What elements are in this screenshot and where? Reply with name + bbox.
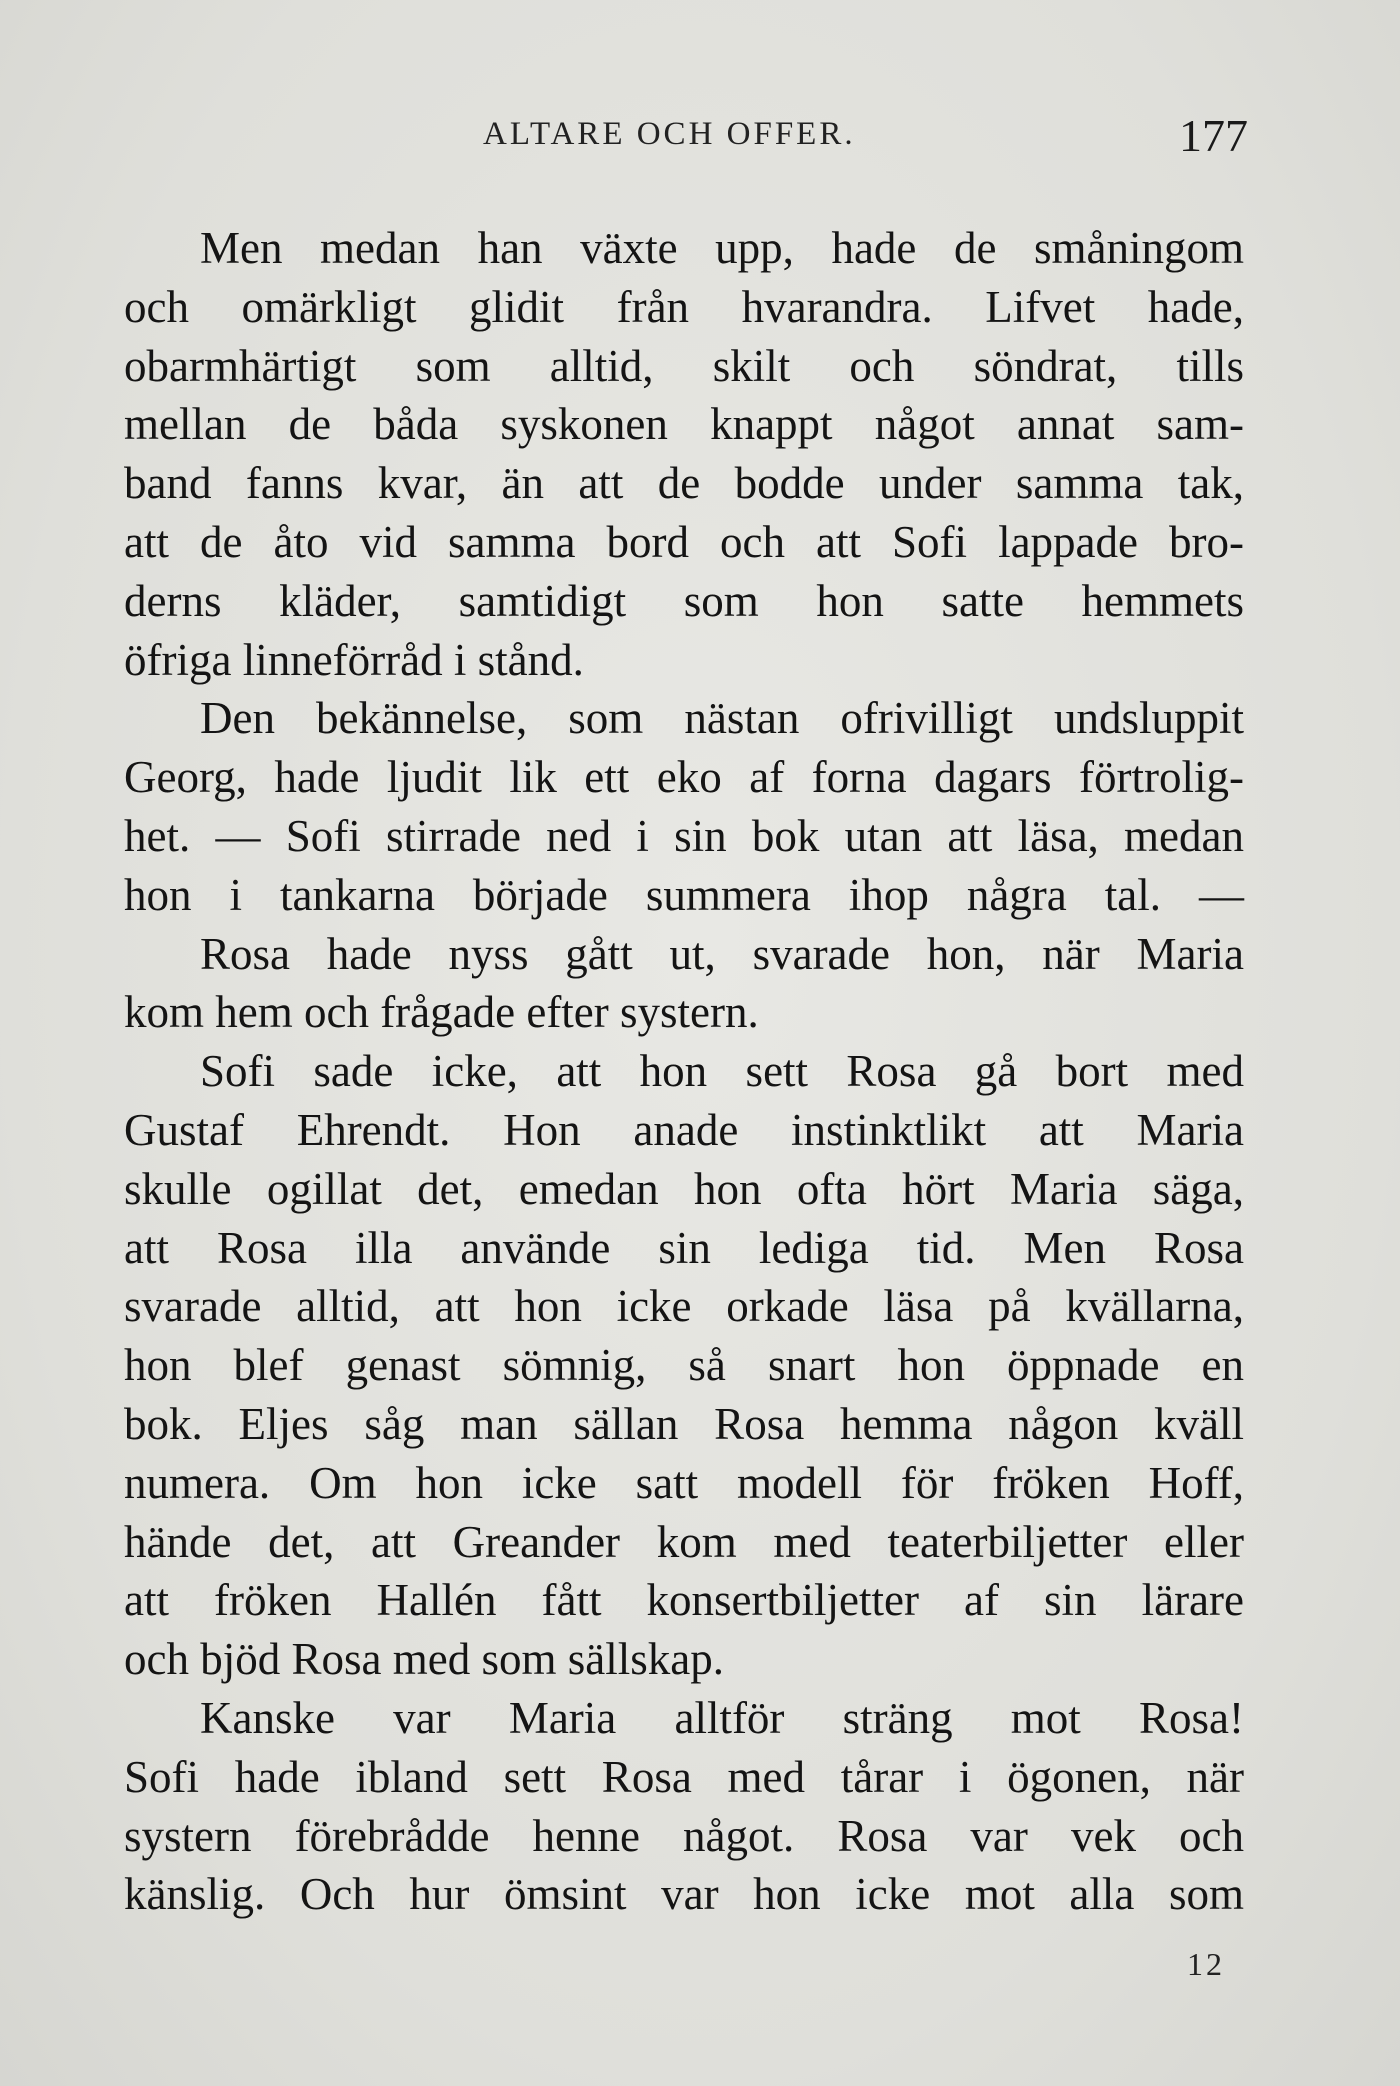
text-line: numera. Om hon icke satt modell för fröken Hoff,	[124, 1457, 1244, 1508]
text-line: band fanns kvar, än att de bodde under samma tak,	[124, 458, 1244, 509]
page-number: 177	[1179, 110, 1248, 161]
text-line: Rosa hade nyss gått ut, svarade hon, när Maria	[200, 928, 1244, 979]
text-line: bok. Eljes såg man sällan Rosa hemma någon kväll	[124, 1398, 1244, 1449]
text-line: och omärkligt glidit från hvarandra. Lifvet hade,	[124, 281, 1244, 332]
body-text	[124, 219, 1244, 1924]
text-line: derns kläder, samtidigt som hon satte hemmets	[124, 575, 1244, 626]
signature-mark: 12	[1187, 1946, 1225, 1982]
text-line: hon blef genast sömnig, så snart hon öppnade en	[124, 1340, 1244, 1391]
text-line: att fröken Hallén fått konsertbiljetter af sin lärare	[124, 1575, 1244, 1626]
text-line: Sofi sade icke, att hon sett Rosa gå bort med	[200, 1046, 1244, 1097]
text-line: obarmhärtigt som alltid, skilt och söndrat, tills	[124, 340, 1244, 391]
text-line: och bjöd Rosa med som sällskap.	[124, 1634, 724, 1685]
text-line: Den bekännelse, som nästan ofrivilligt undsluppit	[200, 693, 1244, 744]
text-line: känslig. Och hur ömsint var hon icke mot alla som	[124, 1869, 1244, 1920]
text-line: het. — Sofi stirrade ned i sin bok utan att läsa, medan	[124, 810, 1244, 861]
text-line: att Rosa illa använde sin lediga tid. Men Rosa	[124, 1222, 1244, 1273]
text-line: Kanske var Maria alltför sträng mot Rosa!	[200, 1692, 1244, 1743]
text-line: mellan de båda syskonen knappt något annat sam-	[124, 399, 1244, 450]
text-line: Gustaf Ehrendt. Hon anade instinktlikt att Maria	[124, 1104, 1244, 1155]
text-line: Men medan han växte upp, hade de småningom	[200, 223, 1244, 273]
text-line: hon i tankarna började summera ihop några tal. —	[124, 869, 1244, 920]
text-line: skulle ogillat det, emedan hon ofta hört Maria säga,	[124, 1163, 1244, 1214]
text-line: att de åto vid samma bord och att Sofi lappade bro-	[124, 516, 1244, 567]
text-line: systern förebrådde henne något. Rosa var vek och	[124, 1810, 1244, 1861]
running-title: ALTARE OCH OFFER.	[483, 116, 856, 152]
text-line: kom hem och frågade efter systern.	[124, 987, 759, 1038]
text-line: öfriga linneförråd i stånd.	[124, 634, 584, 685]
text-line: hände det, att Greander kom med teaterbiljetter eller	[124, 1516, 1244, 1567]
text-line: Sofi hade ibland sett Rosa med tårar i ögonen, när	[124, 1751, 1244, 1802]
text-line: Georg, hade ljudit lik ett eko af forna dagars förtrolig-	[124, 752, 1244, 803]
text-line: svarade alltid, att hon icke orkade läsa på kvällarna,	[124, 1281, 1244, 1332]
